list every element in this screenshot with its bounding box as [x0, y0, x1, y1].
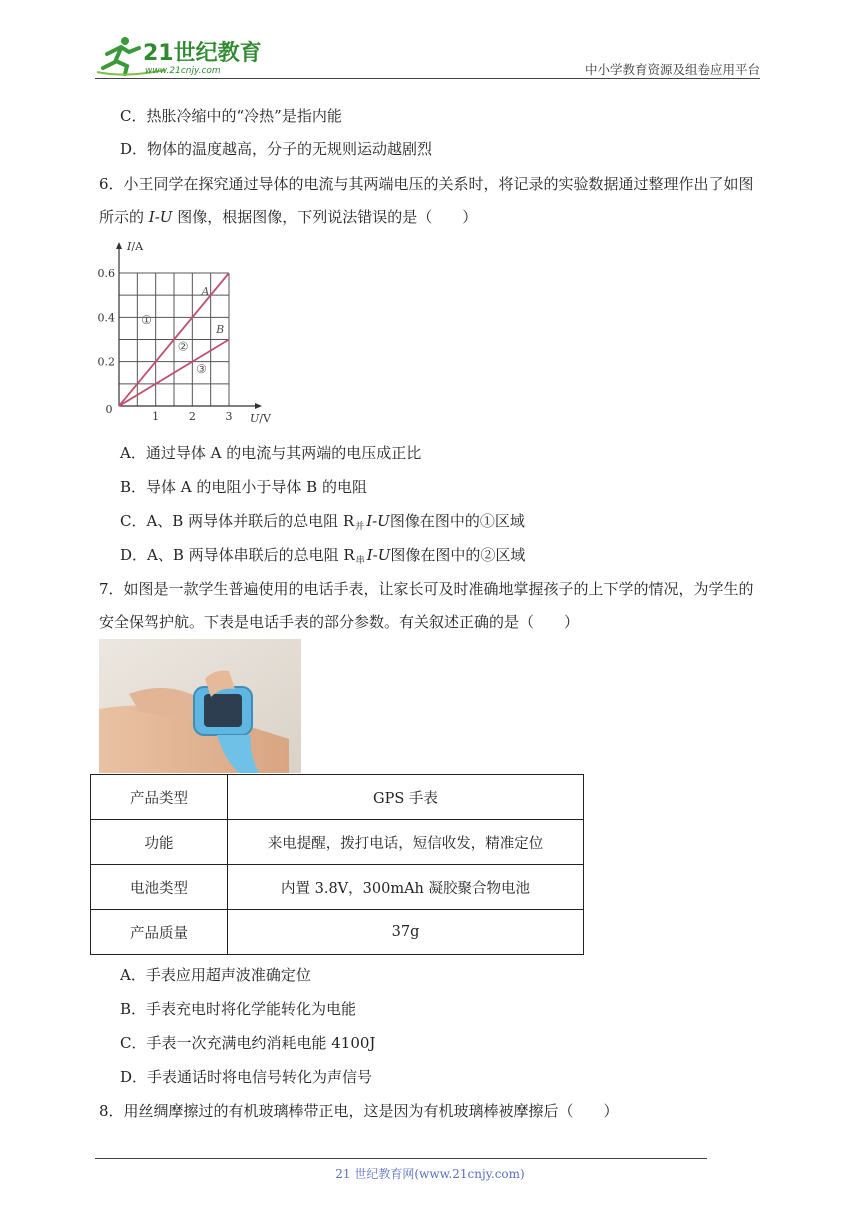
footer-divider [95, 1158, 707, 1159]
table-value: 37g [228, 910, 584, 955]
q5-option-d: D．物体的温度越高，分子的无规则运动越剧烈 [120, 140, 433, 158]
q7-stem-line2: 安全保驾护航。下表是电话手表的部分参数。有关叙述正确的是（ ） [99, 613, 580, 631]
x-tick-label: 1 [152, 410, 160, 423]
table-value: GPS 手表 [228, 775, 584, 820]
header-divider [95, 78, 760, 79]
region-label-3: ③ [196, 361, 207, 376]
header-platform-text: 中小学教育资源及组卷应用平台 [584, 62, 760, 77]
q6-stem-line1: 6．小王同学在探究通过导体的电流与其两端电压的关系时，将记录的实验数据通过整理作出了如图 [99, 175, 754, 193]
site-logo [95, 34, 265, 78]
table-row [91, 865, 584, 910]
x-tick-label: 3 [225, 410, 233, 423]
watch-photo [99, 639, 301, 773]
y-axis-arrow [116, 242, 122, 249]
origin-label: 0 [105, 403, 113, 416]
region-label-2: ② [177, 339, 189, 354]
logo-url: www.21cnjy.com [145, 66, 221, 76]
table-value: 来电提醒，拨打电话，短信收发，精准定位 [228, 820, 584, 865]
table-row [91, 910, 584, 955]
table-key: 产品质量 [91, 910, 228, 955]
q7-option-c: C．手表一次充满电约消耗电能 4100J [120, 1034, 376, 1052]
chart-labels [98, 240, 272, 425]
q5-option-c: C．热胀冷缩中的“冷热”是指内能 [120, 107, 342, 125]
table-row [91, 775, 584, 820]
watch-params-table [90, 774, 584, 955]
y-tick-label: 0.6 [97, 267, 115, 280]
q7-option-d: D．手表通话时将电信号转化为声信号 [120, 1068, 373, 1086]
x-axis-label: U/V [250, 412, 271, 425]
q6-option-b: B．导体 A 的电阻小于导体 B 的电阻 [120, 478, 367, 496]
q6-option-a: A．通过导体 A 的电流与其两端的电压成正比 [120, 444, 422, 462]
q6-stem-line2: 所示的 I-U 图像，根据图像，下列说法错误的是（ ） [99, 208, 478, 226]
q7-option-b: B．手表充电时将化学能转化为电能 [120, 1000, 357, 1018]
x-tick-label: 2 [188, 410, 196, 423]
table-key: 功能 [91, 820, 228, 865]
x-axis-arrow [255, 403, 262, 409]
table-row [91, 820, 584, 865]
q7-stem-line1: 7．如图是一款学生普遍使用的电话手表，让家长可及时准确地掌握孩子的上下学的情况，为学生的 [99, 580, 754, 598]
region-label-1: ① [141, 312, 152, 327]
watch-screen [204, 694, 242, 727]
q6-option-d: D．A、B 两导体串联后的总电阻 $R_串$ I-U图像在图中的②区域 [120, 546, 526, 566]
q8-stem-line1: 8．用丝绸摩擦过的有机玻璃棒带正电，这是因为有机玻璃棒被摩擦后（ ） [99, 1102, 619, 1120]
logo-text: 21世纪教育 [143, 41, 262, 66]
series-label-b: B [216, 322, 225, 336]
table-value: 内置 3.8V，300mAh 凝胶聚合物电池 [228, 865, 584, 910]
y-axis-label: I/A [127, 240, 144, 253]
iu-chart [92, 236, 292, 430]
table-key: 电池类型 [91, 865, 228, 910]
table-key: 产品类型 [91, 775, 228, 820]
q6-option-c: C．A、B 两导体并联后的总电阻 $R_并$ I-U图像在图中的①区域 [120, 512, 525, 532]
footer-text: 21 世纪教育网(www.21cnjy.com) [335, 1167, 525, 1181]
series-label-a: A [201, 285, 210, 299]
q7-option-a: A．手表应用超声波准确定位 [120, 966, 311, 984]
y-tick-label: 0.4 [97, 311, 115, 325]
y-tick-label: 0.2 [97, 355, 115, 369]
